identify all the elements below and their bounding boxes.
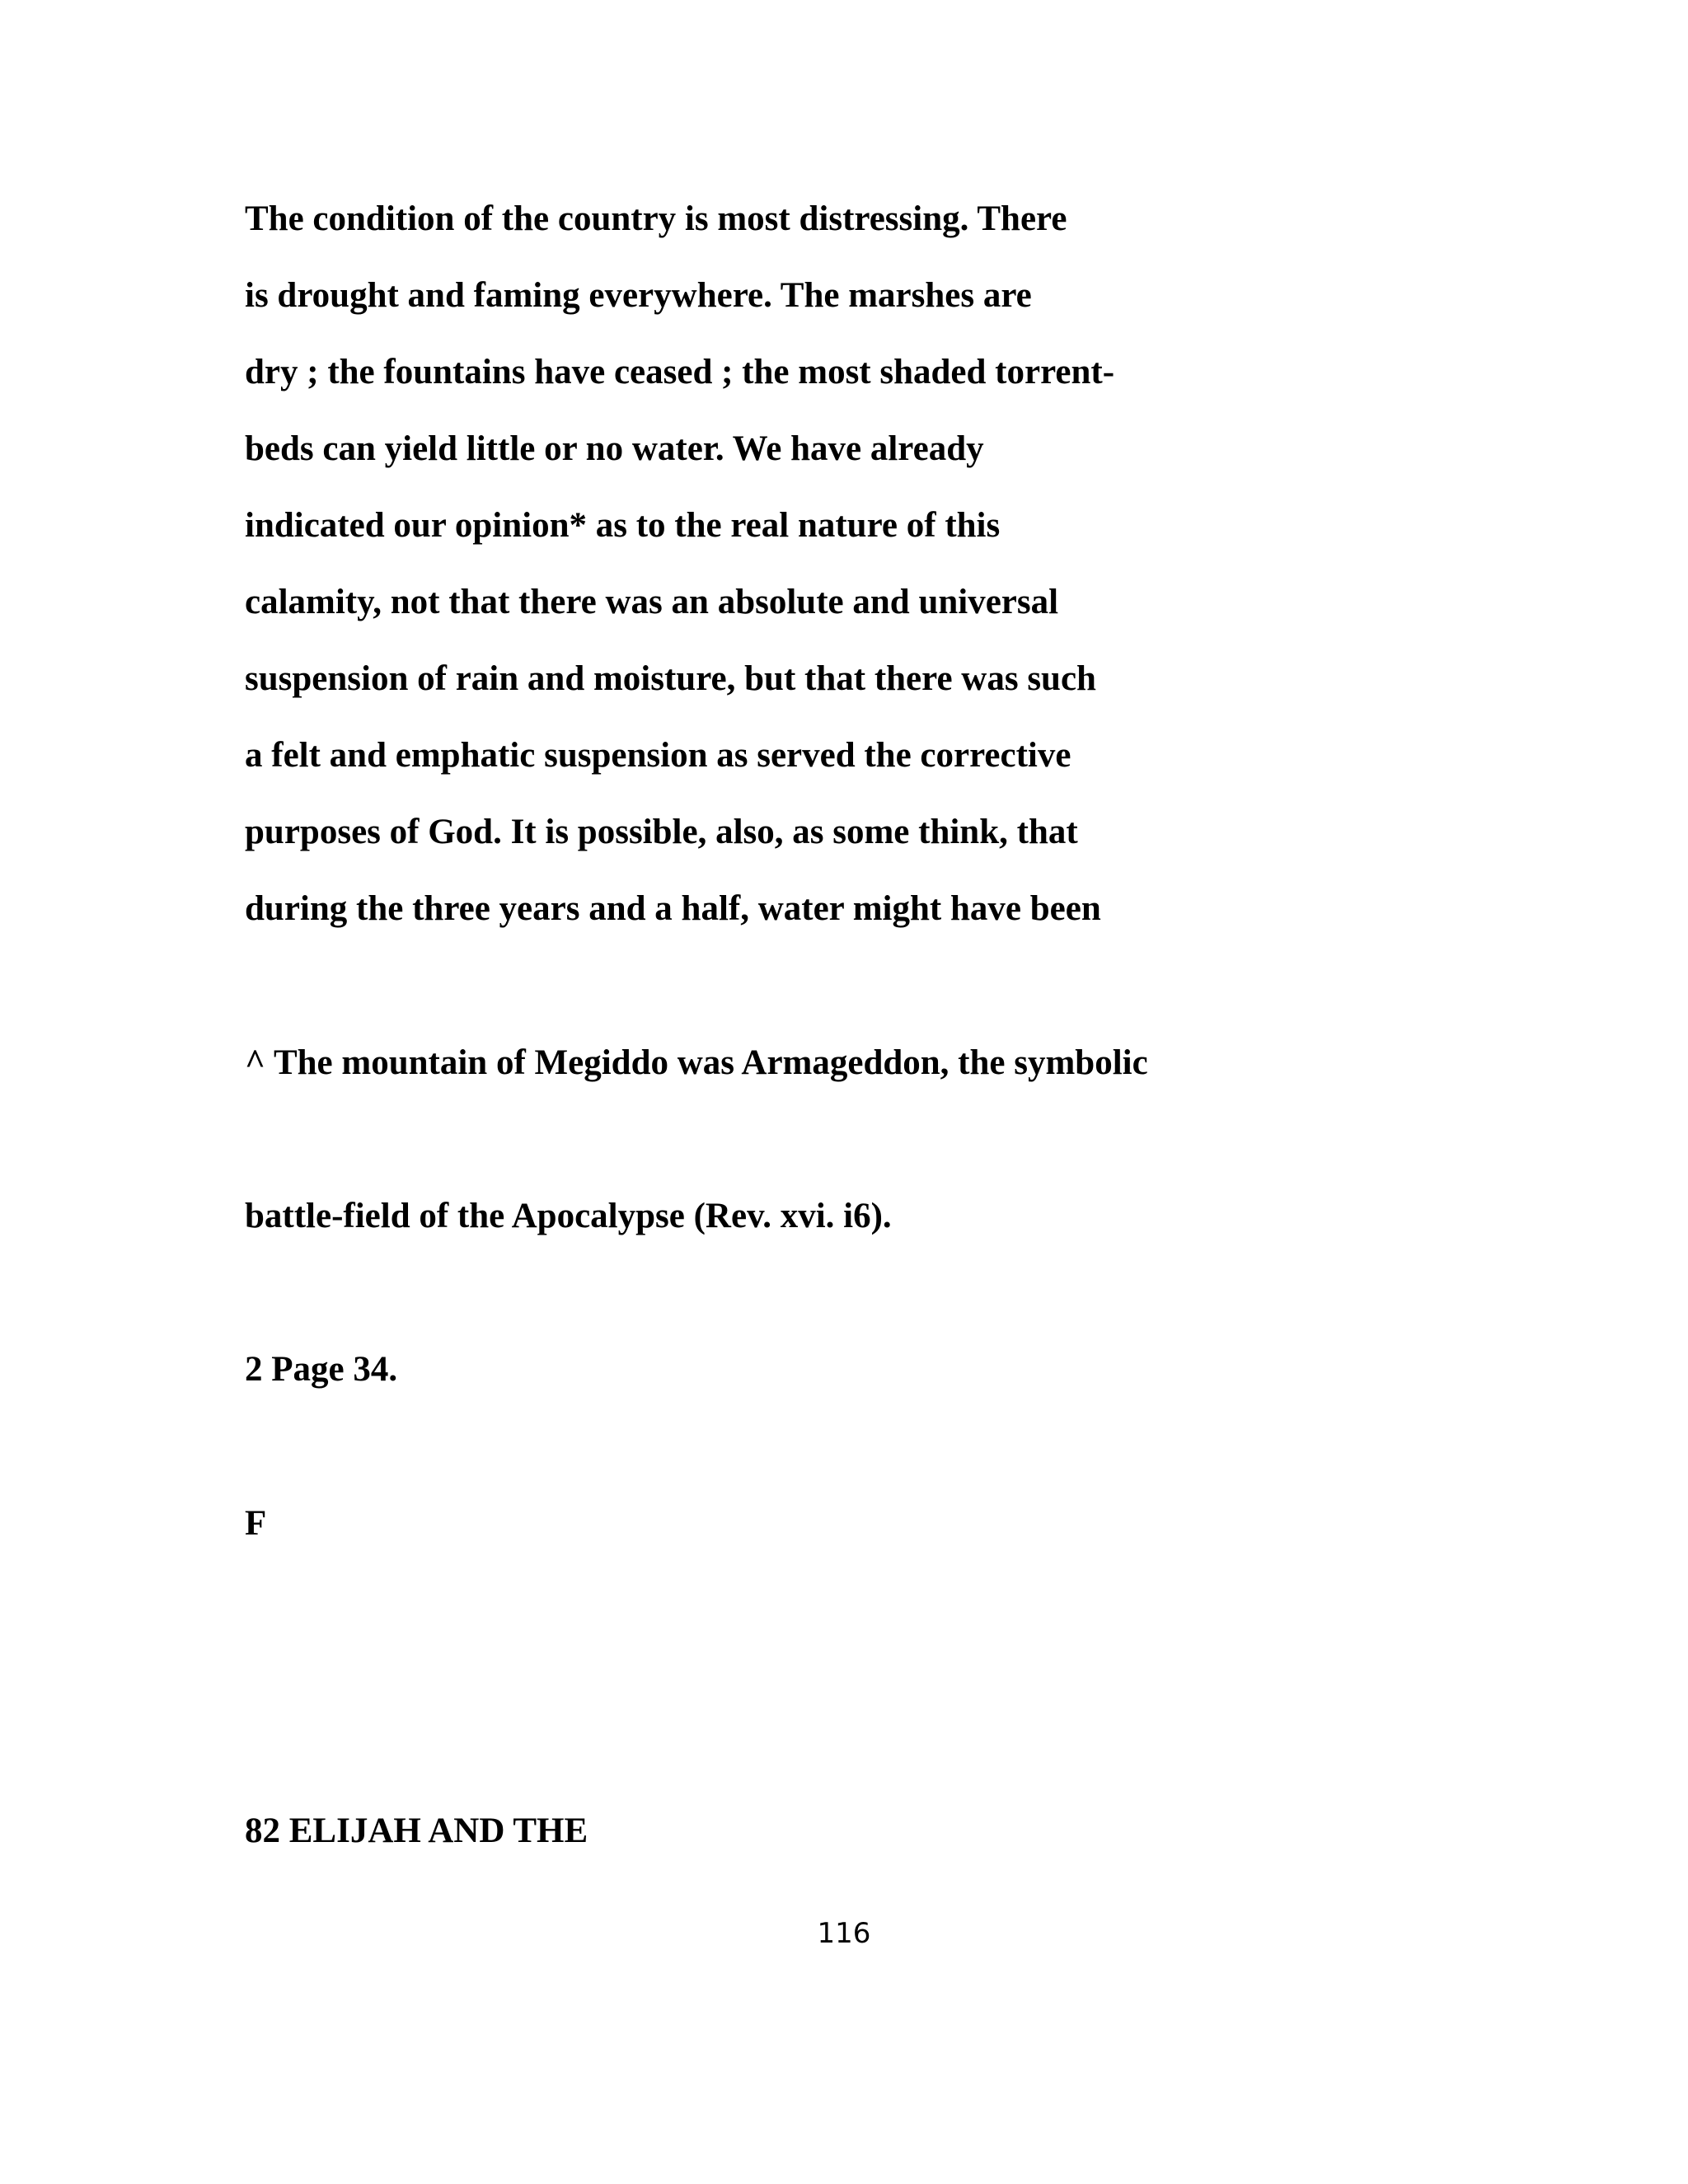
body-line: beds can yield little or no water. We have already [245,429,984,468]
footnote-text-continued: battle-field of the Apocalypse (Rev. xvi. i6). [245,1197,892,1235]
body-line: is drought and faming everywhere. The marshes are [245,276,1032,315]
signature-mark: F [245,1504,267,1543]
page-number: 116 [817,1917,871,1950]
footnote-reference: 2 Page 34. [245,1350,398,1389]
body-line: calamity, not that there was an absolute and universal [245,583,1059,621]
running-header: 82 ELIJAH AND THE [245,1811,588,1850]
body-line: suspension of rain and moisture, but that there was such [245,659,1096,698]
body-line: during the three years and a half, water might have been [245,889,1101,928]
body-line: indicated our opinion* as to the real nature of this [245,506,1001,545]
body-line: a felt and emphatic suspension as served the corrective [245,736,1071,775]
body-line: The condition of the country is most distressing. There [245,199,1067,238]
footnote-text: ^ The mountain of Megiddo was Armageddon, the symbolic [245,1043,1148,1082]
body-line: dry ; the fountains have ceased ; the most shaded torrent- [245,353,1115,391]
body-line: purposes of God. It is possible, also, as some think, that [245,813,1078,851]
